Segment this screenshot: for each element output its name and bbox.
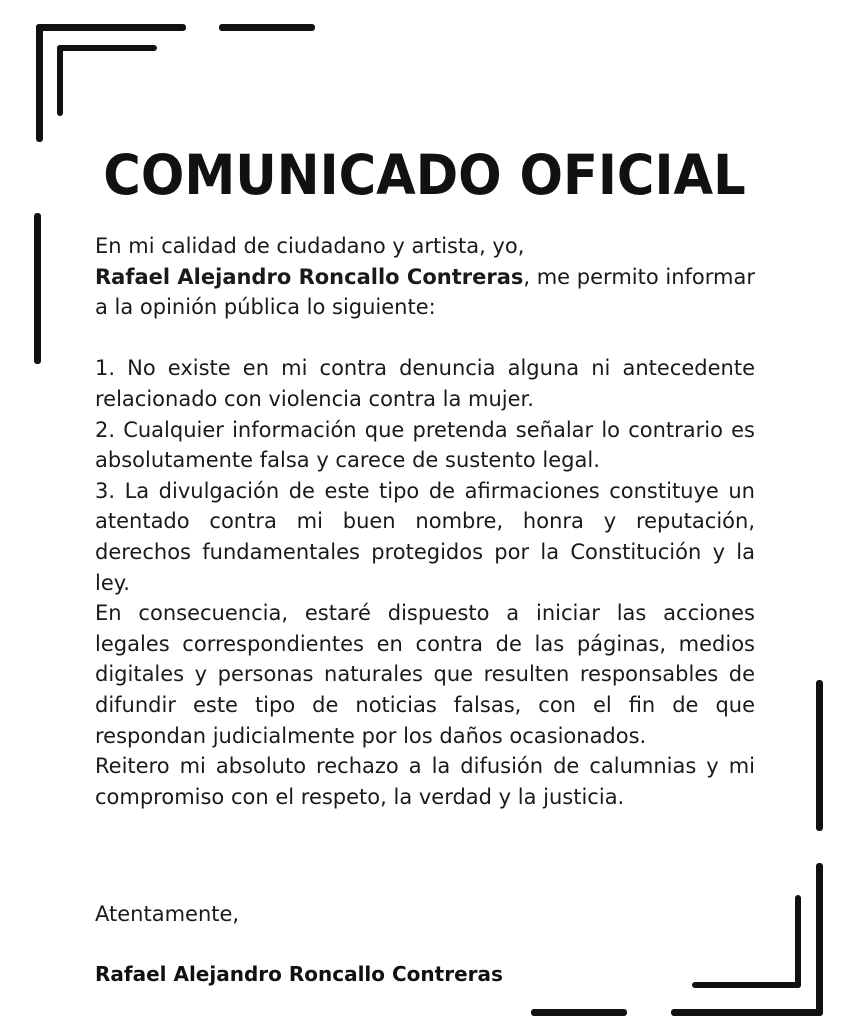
frame-left-middle-line (34, 213, 41, 364)
consequence-paragraph: En consecuencia, estaré dispuesto a iniciar las acciones legales correspondientes en contra de las páginas, medios digitales y personas naturales que resulten responsables de difundir este tipo de noticias falsas, con el fin de que respondan judicialmente por los daños ocasionados. (95, 601, 755, 748)
intro-prefix: En mi calidad de ciudadano y artista, yo, (95, 234, 525, 258)
frame-inner-left-line (57, 45, 63, 116)
point-3: 3. La divulgación de este tipo de afirmaciones constituye un atentado contra mi buen nombre, honra y reputación, derechos fundamentales protegidos por la Constitución y la ley. (95, 478, 755, 595)
signature-name: Rafael Alejandro Roncallo Contreras (95, 962, 503, 986)
paragraph-spacer (95, 323, 755, 354)
frame-top-short-line (219, 24, 315, 31)
point-2: 2. Cualquier información que pretenda señalar lo contrario es absolutamente falsa y carece de sustento legal. (95, 417, 755, 473)
frame-bottom-long-line (671, 1009, 823, 1016)
frame-inner-bottom-line (692, 982, 801, 988)
frame-inner-right-line (795, 895, 801, 988)
reiteration-paragraph: Reitero mi absoluto rechazo a la difusión de calumnias y mi compromiso con el respeto, la verdad y la justicia. (95, 754, 755, 809)
intro-paragraph (95, 231, 755, 323)
intro-suffix: , me permito informar a la opinión pública lo siguiente: (95, 264, 755, 320)
page-title: COMUNICADO OFICIAL (103, 143, 746, 207)
frame-top-long-line (36, 24, 186, 31)
statement-body (95, 231, 755, 812)
frame-right-middle-line (816, 680, 823, 831)
frame-left-top-line (36, 24, 43, 142)
frame-right-bottom-line (816, 863, 823, 1015)
closing-text: Atentamente, (95, 902, 240, 926)
frame-inner-top-line (57, 45, 157, 51)
frame-bottom-short-line (531, 1009, 627, 1016)
point-1: 1. No existe en mi contra denuncia alguna ni antecedente relacionado con violencia contra la mujer. (95, 356, 755, 411)
intro-name: Rafael Alejandro Roncallo Contreras (95, 264, 524, 289)
